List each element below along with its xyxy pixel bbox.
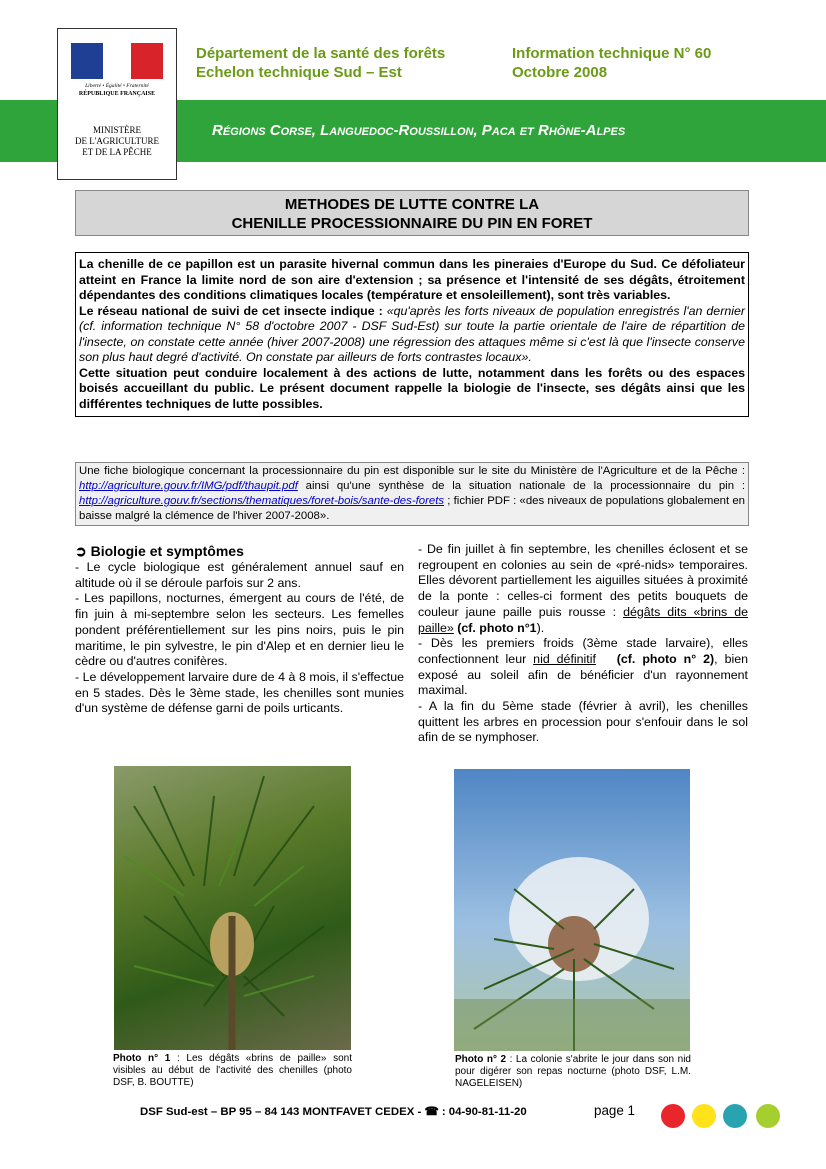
motto-text: Liberté • Égalité • Fraternité	[85, 83, 149, 89]
phone-icon: ☎	[424, 1106, 439, 1118]
header-info-number: Information technique N° 60	[512, 45, 712, 62]
republic-logo	[57, 28, 177, 180]
red-dot-icon	[661, 1104, 685, 1128]
paragraph: - De fin juillet à fin septembre, les chenilles éclosent et se regroupent en colonies au sein de «pré-nids» temporaires. Elles dévorent partiellement les aiguilles situées à proximité de la ponte : celles-ci forment des petits bouquets de couleur jaune paille puis rousse : dégâts dits «brins de paille» (cf. photo n°1).	[418, 542, 748, 635]
photo-1-caption: Photo n° 1 : Les dégâts «brins de paille» sont visibles au début de l'activité des chenilles (photo DSF, B. BOUTTE)	[113, 1053, 352, 1088]
ministry-name: MINISTÈRE DE L'AGRICULTURE ET DE LA PÊCHE	[74, 125, 160, 157]
paragraph: - A la fin du 5ème stade (février à avril), les chenilles quittent les arbres en procession pour s'enfouir dans le sol afin de se nymphoser.	[418, 699, 748, 745]
lime-dot-icon	[756, 1104, 780, 1128]
intro-paragraph-1: La chenille de ce papillon est un parasite hivernal commun dans les pineraies d'Europe du Sud. Ce défoliateur atteint en France la limite nord de son aire d'extension ; sa présence et l'intensité de ses dégâts, étroitement dépendantes des conditions climatiques locales (température et ensoleillement), sont très variables.	[79, 257, 745, 302]
teal-dot-icon	[723, 1104, 747, 1128]
paragraph: - Les papillons, nocturnes, émergent au cours de l'été, de fin juin à mi-septembre selon les secteurs. Les femelles pondent préférentiellement sur les pins noirs, puis le pin maritime, le pin sylvestre, le pin d'Alep et en dernier lieu le cèdre ou d'autres conifères.	[75, 591, 404, 669]
column-right	[418, 542, 748, 746]
header-department: Département de la santé des forêts	[196, 45, 446, 62]
intro-paragraph-2-lead: Le réseau national de suivi de cet insecte indique :	[79, 303, 383, 318]
photo-pine-damage	[114, 766, 351, 1050]
section-title-biologie: ➲ Biologie et symptômes	[75, 543, 244, 559]
link-thaupit-pdf[interactable]: http://agriculture.gouv.fr/IMG/pdf/thaupit.pdf	[79, 480, 298, 492]
link-sante-des-forets[interactable]: http://agriculture.gouv.fr/sections/thematiques/foret-bois/sante-des-forets	[79, 495, 445, 507]
photo-2-caption: Photo n° 2 : La colonie s'abrite le jour dans son nid pour digérer son repas nocturne (photo DSF, L.M. NAGELEISEN)	[455, 1054, 691, 1089]
intro-paragraph-2-quote: «qu'après les forts niveaux de population enregistrés l'an dernier (cf. information technique N° 58 d'octobre 2007 - DSF Sud-Est) sur toute la partie orientale de l'aire de répartition de l'insecte, on constate cette année (hiver 2007-2008) une régression des attaques même si c'est là que l'insecte conserve son plus haut degré d'activité. On constate par ailleurs de forts contrastes locaux».	[79, 303, 745, 364]
photo-caterpillar-nest	[454, 769, 690, 1051]
intro-paragraph-3: Cette situation peut conduire localement à des actions de lutte, notamment dans les forêts ou des espaces boisés accueillant du public. Le présent document rappelle la biologie de l'insecte, ses dégâts ainsi que les différentes techniques de lutte possibles.	[79, 365, 745, 411]
header-date: Octobre 2008	[512, 64, 608, 81]
document-title: METHODES DE LUTTE CONTRE LA CHENILLE PROCESSIONNAIRE DU PIN EN FORET	[75, 190, 749, 236]
column-left	[75, 542, 404, 717]
yellow-dot-icon	[692, 1104, 716, 1128]
regions-text: Régions Corse, Languedoc-Roussillon, Paca et Rhône-Alpes	[212, 122, 626, 139]
paragraph: - Le cycle biologique est généralement annuel sauf en altitude où il se déroule parfois sur 2 ans.	[75, 560, 404, 590]
republic-text: RÉPUBLIQUE FRANÇAISE	[78, 91, 156, 97]
page-number: page 1	[594, 1103, 635, 1118]
paragraph: - Le développement larvaire dure de 4 à 8 mois, il s'effectue en 5 stades. Dès le 3ème stade, les chenilles sont munies d'un système de défense garni de poils urticants.	[75, 669, 404, 716]
note-box: Une fiche biologique concernant la processionnaire du pin est disponible sur le site du Ministère de l'Agriculture et de la Pêche : http://agriculture.gouv.fr/IMG/pdf/thaupit.pdf ainsi qu'une synthèse de la situation nationale de la processionnaire du pin : http://agriculture.gouv.fr/sections/thematiques/foret-bois/sante-des-forets ; fichier PDF : «des niveaux de populations globalement en baisse malgré la clémence de l'hiver 2007-2008».	[75, 462, 749, 526]
marianne-flag-icon	[71, 43, 163, 79]
footer-address: DSF Sud-est – BP 95 – 84 143 MONTFAVET CEDEX - ☎ : 04-90-81-11-20	[140, 1106, 527, 1118]
intro-box	[75, 252, 749, 417]
paragraph: - Dès les premiers froids (3ème stade larvaire), elles confectionnent leur nid définitif (cf. photo n° 2), bien exposé au soleil afin de bénéficier d'un rayonnement maximal.	[418, 636, 748, 698]
arrow-right-icon: ➲	[75, 543, 87, 559]
header-echelon: Echelon technique Sud – Est	[196, 64, 402, 81]
